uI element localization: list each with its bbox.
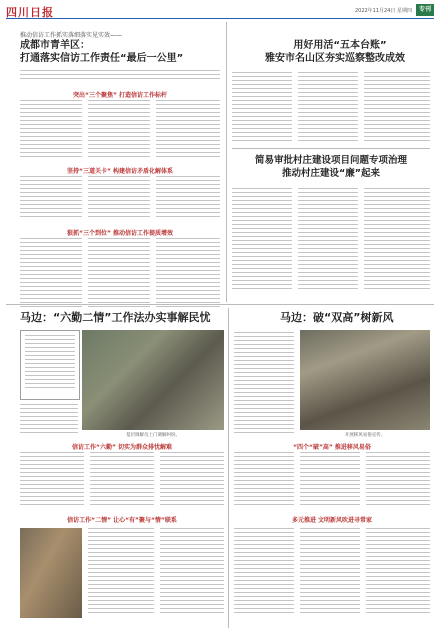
body-column — [156, 100, 220, 160]
subhead-2: 坚持“三道关卡” 构建信访矛盾化解体系 — [67, 168, 173, 175]
body-column — [298, 188, 358, 292]
subhead-2: 信访工作“二情” 让心“有”聚与“情”联系 — [67, 517, 177, 524]
newspaper-brand: 四川日报 — [6, 6, 54, 19]
body-column — [90, 452, 154, 508]
body-column — [234, 452, 294, 508]
photo-caption: 开展移风易俗宣传。 — [344, 433, 386, 438]
article-title: 马边：破“双高”树新风 — [280, 311, 394, 324]
section-rule — [232, 148, 430, 149]
body-column — [20, 238, 82, 310]
article-title-line2: 推动村庄建设“廉”起来 — [282, 168, 380, 179]
body-column — [160, 452, 224, 508]
article-title-line2: 雅安市名山区夯实巡察整改成效 — [265, 53, 405, 64]
article-title: 马边：“六勤二情”工作法办实事解民忧 — [20, 311, 211, 324]
sidebar-box — [20, 330, 80, 400]
body-column — [364, 72, 430, 144]
subhead-2: 多元推进 文明新风吹进寻常家 — [291, 517, 373, 524]
article-title-line1: 成都市青羊区： — [20, 40, 90, 51]
body-column — [298, 72, 358, 144]
body-column — [366, 528, 430, 616]
body-column — [234, 332, 294, 436]
article-photo — [82, 330, 224, 430]
article-title-line2: 打通落实信访工作责任“最后一公里” — [20, 53, 184, 64]
photo-caption: 基层调解员上门调解纠纷。 — [126, 433, 180, 438]
body-column — [156, 238, 220, 310]
body-column — [300, 528, 360, 616]
section-badge: 专刊 — [416, 4, 434, 16]
article-photo — [20, 528, 82, 618]
subhead-1: “四个“破”高” 推进移风易俗 — [293, 444, 371, 451]
body-column — [20, 404, 78, 436]
body-column — [88, 176, 150, 220]
body-column — [20, 100, 82, 160]
body-column — [20, 452, 84, 508]
article-lede — [20, 70, 220, 82]
body-column — [160, 528, 224, 616]
body-column — [232, 72, 292, 144]
dateline: 2022年11月24日 星期四 — [354, 8, 412, 14]
body-column — [300, 452, 360, 508]
column-divider — [226, 22, 227, 302]
body-column — [88, 100, 150, 160]
subhead-1: 信访工作“六勤” 切实为群众排忧解难 — [72, 444, 172, 451]
body-column — [232, 188, 292, 292]
body-column — [364, 188, 430, 292]
body-column — [156, 176, 220, 220]
masthead — [6, 4, 434, 19]
body-column — [88, 528, 154, 616]
body-column — [366, 452, 430, 508]
subhead-1: 突出“三个聚焦” 打造信访工作标杆 — [73, 92, 167, 99]
article-photo — [300, 330, 430, 430]
body-column — [88, 238, 150, 310]
column-divider — [228, 308, 229, 628]
body-column — [20, 176, 82, 220]
subhead-3: 狠抓“三个到位” 推动信访工作提质增效 — [67, 230, 173, 237]
article-title-line1: 简易审批村庄建设项目问题专项治理 — [254, 155, 407, 166]
page-divider — [6, 304, 434, 305]
body-column — [234, 528, 294, 616]
article-kicker: 推动信访工作抓实落细落实见实效—— — [20, 32, 123, 39]
article-title-line1: 用好用活“五本台账” — [293, 40, 387, 51]
